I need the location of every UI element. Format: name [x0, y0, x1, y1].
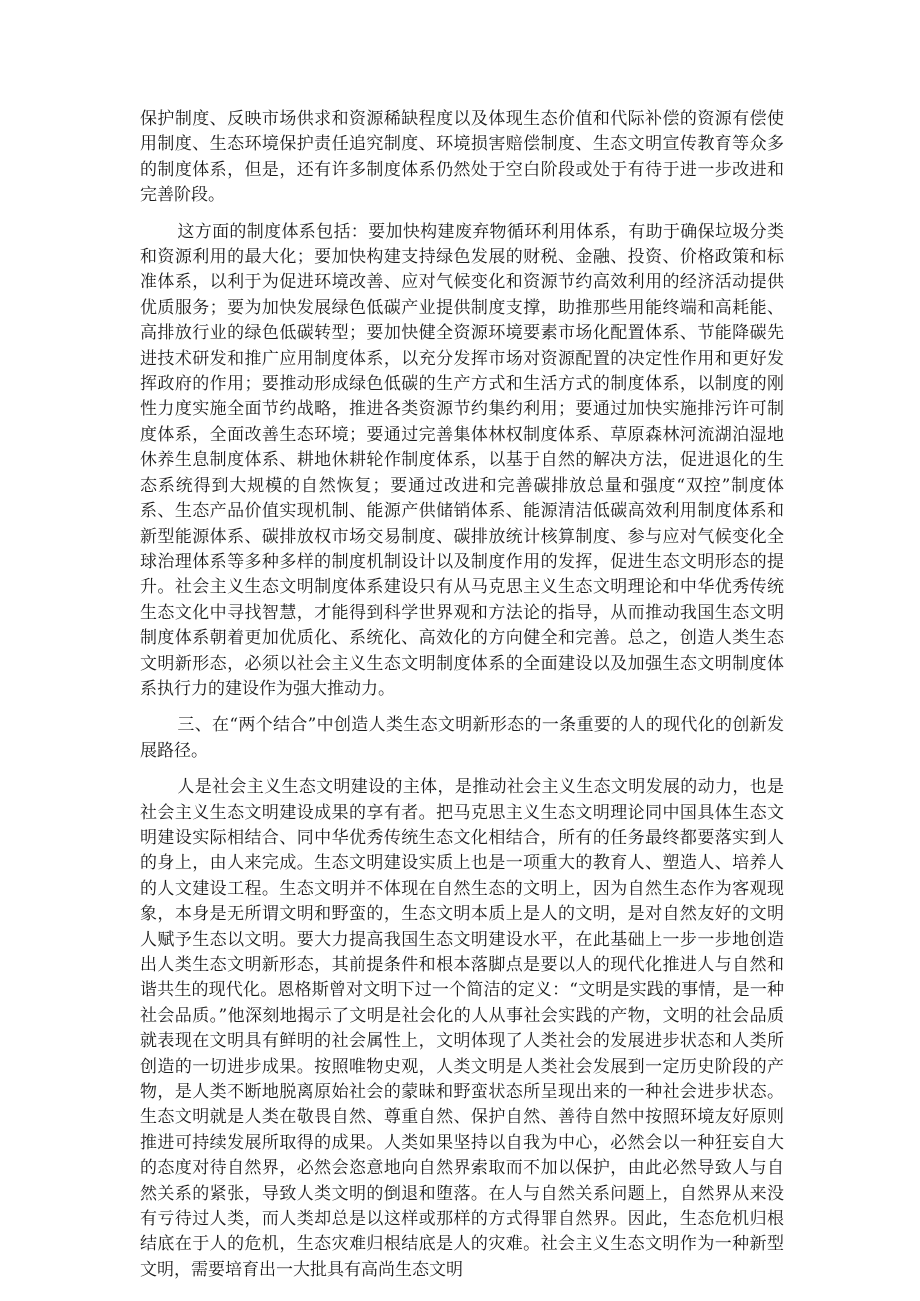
section-heading-three: 三、在“两个结合”中创造人类生态文明新形态的一条重要的人的现代化的创新发展路径。	[140, 715, 784, 761]
document-body	[140, 107, 784, 1294]
paragraph-institutional-systems: 这方面的制度体系包括：要加快构建废弃物循环利用体系，有助于确保垃圾分类和资源利用的最大化；要加快构建支持绿色发展的财税、金融、投资、价格政策和标准体系，以利于为促进环境改善、应对气候变化和资源节约高效利用的经济活动提供优质服务；要为加快发展绿色低碳产业提供制度支撑，助推那些用能终端和高耗能、高排放行业的绿色低碳转型；要加快健全资源环境要素市场化配置体系、节能降碳先进技术研发和推广应用制度体系，以充分发挥市场对资源配置的决定性作用和更好发挥政府的作用；要推动形成绿色低碳的生产方式和生活方式的制度体系，以制度的刚性力度实施全面节约战略，推进各类资源节约集约利用；要通过加快实施排污许可制度体系，全面改善生态环境；要通过完善集体林权制度体系、草原森林河流湖泊湿地休养生息制度体系、耕地休耕轮作制度体系，以基于自然的解决方法，促进退化的生态系统得到大规模的自然恢复；要通过改进和完善碳排放总量和强度“双控”制度体系、生态产品价值实现机制、能源产供储销体系、能源清洁低碳高效利用制度体系和新型能源体系、碳排放权市场交易制度、碳排放统计核算制度、参与应对气候变化全球治理体系等多种多样的制度机制设计以及制度作用的发挥，促进生态文明形态的提升。社会主义生态文明制度体系建设只有从马克思主义生态文明理论和中华优秀传统生态文化中寻找智慧，才能得到科学世界观和方法论的指导，从而推动我国生态文明制度体系朝着更加优质化、系统化、高效化的方向健全和完善。总之，创造人类生态文明新形态，必须以社会主义生态文明制度体系的全面建设以及加强生态文明制度体系执行力的建设作为强大推动力。	[140, 221, 784, 699]
paragraph-continuation: 保护制度、反映市场供求和资源稀缺程度以及体现生态价值和代际补偿的资源有偿使用制度、生态环境保护责任追究制度、环境损害赔偿制度、生态文明宣传教育等众多的制度体系，但是，还有许多制度体系仍然处于空白阶段或处于有待于进一步改进和完善阶段。	[140, 109, 784, 206]
paragraph-human-modernization: 人是社会主义生态文明建设的主体，是推动社会主义生态文明发展的动力，也是社会主义生态文明建设成果的享有者。把马克思主义生态文明理论同中国具体生态文明建设实际相结合、同中华优秀传统生态文化相结合，所有的任务最终都要落实到人的身上，由人来完成。生态文明建设实质上也是一项重大的教育人、塑造人、培养人的人文建设工程。生态文明并不体现在自然生态的文明上，因为自然生态作为客观现象，本身是无所谓文明和野蛮的，生态文明本质上是人的文明，是对自然友好的文明人赋予生态以文明。要大力提高我国生态文明建设水平，在此基础上一步一步地创造出人类生态文明新形态，其前提条件和根本落脚点是要以人的现代化推进人与自然和谐共生的现代化。恩格斯曾对文明下过一个简洁的定义：“文明是实践的事情，是一种社会品质。”他深刻地揭示了文明是社会化的人从事社会实践的产物，文明的社会品质就表现在文明具有鲜明的社会属性上，文明体现了人类社会的发展进步状态和人类所创造的一切进步成果。按照唯物史观，人类文明是人类社会发展到一定历史阶段的产物，是人类不断地脱离原始社会的蒙昧和野蛮状态所呈现出来的一种社会进步状态。生态文明就是人类在敬畏自然、尊重自然、保护自然、善待自然中按照环境友好原则推进可持续发展所取得的成果。人类如果坚持以自我为中心，必然会以一种狂妄自大的态度对待自然界，必然会恣意地向自然界索取而不加以保护，由此必然导致人与自然关系的紧张，导致人类文明的倒退和堕落。在人与自然关系问题上，自然界从来没有亏待过人类，而人类却总是以这样或那样的方式得罪自然界。因此，生态危机归根结底在于人的危机，生态灾难归根结底是人的灾难。社会主义生态文明作为一种新型文明，需要培育出一大批具有高尚生态文明	[140, 777, 784, 1280]
